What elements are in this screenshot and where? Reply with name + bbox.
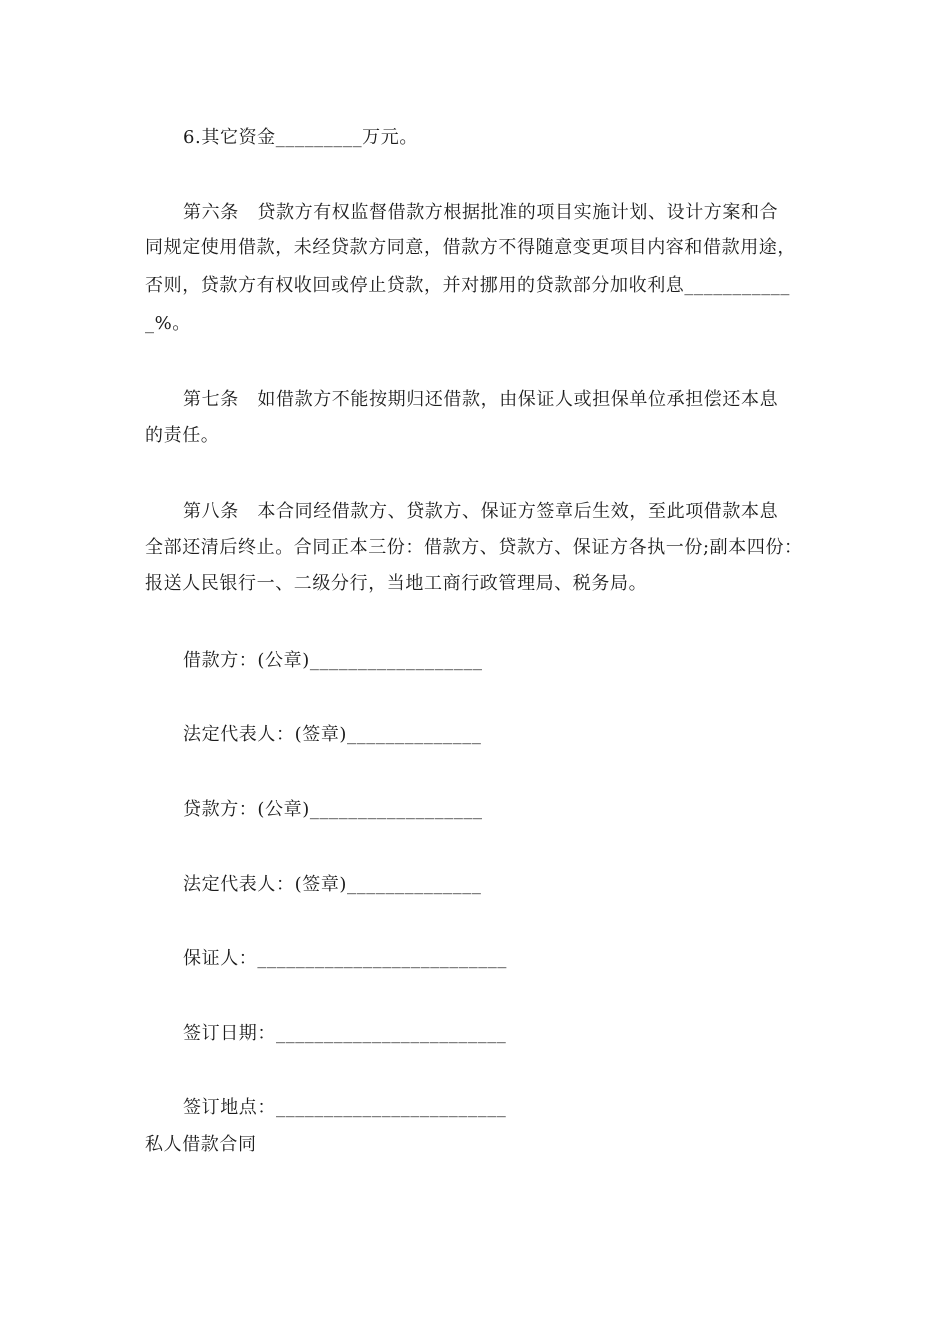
article-6-line-4: _%。 (145, 313, 191, 334)
article-6-line-2: 同规定使用借款，未经贷款方同意，借款方不得随意变更项目内容和借款用途， (145, 237, 796, 258)
article-6-line-1: 第六条 贷款方有权监督借款方根据批准的项目实施计划、设计方案和合 (183, 202, 779, 223)
signature-lender: 贷款方：(公章)__________________ (183, 799, 483, 820)
article-7-line-2: 的责任。 (145, 425, 220, 446)
article-7-line-1: 第七条 如借款方不能按期归还借款，由保证人或担保单位承担偿还本息 (183, 389, 779, 410)
signature-place: 签订地点：________________________ (183, 1097, 507, 1118)
signature-date: 签订日期：________________________ (183, 1023, 507, 1044)
signature-guarantor: 保证人：__________________________ (183, 948, 507, 969)
article-6-line-3: 否则，贷款方有权收回或停止贷款，并对挪用的贷款部分加收利息___________ (145, 275, 790, 296)
next-document-title: 私人借款合同 (145, 1134, 257, 1155)
signature-borrower: 借款方：(公章)__________________ (183, 650, 483, 671)
signature-borrower-representative: 法定代表人：(签章)______________ (183, 724, 482, 745)
signature-lender-representative: 法定代表人：(签章)______________ (183, 874, 482, 895)
item-6-other-funds: 6.其它资金_________万元。 (183, 127, 418, 148)
article-8-line-2: 全部还清后终止。合同正本三份：借款方、贷款方、保证方各执一份;副本四份： (145, 537, 803, 558)
article-8-line-1: 第八条 本合同经借款方、贷款方、保证方签章后生效，至此项借款本息 (183, 501, 779, 522)
article-8-line-3: 报送人民银行一、二级分行，当地工商行政管理局、税务局。 (145, 573, 648, 594)
